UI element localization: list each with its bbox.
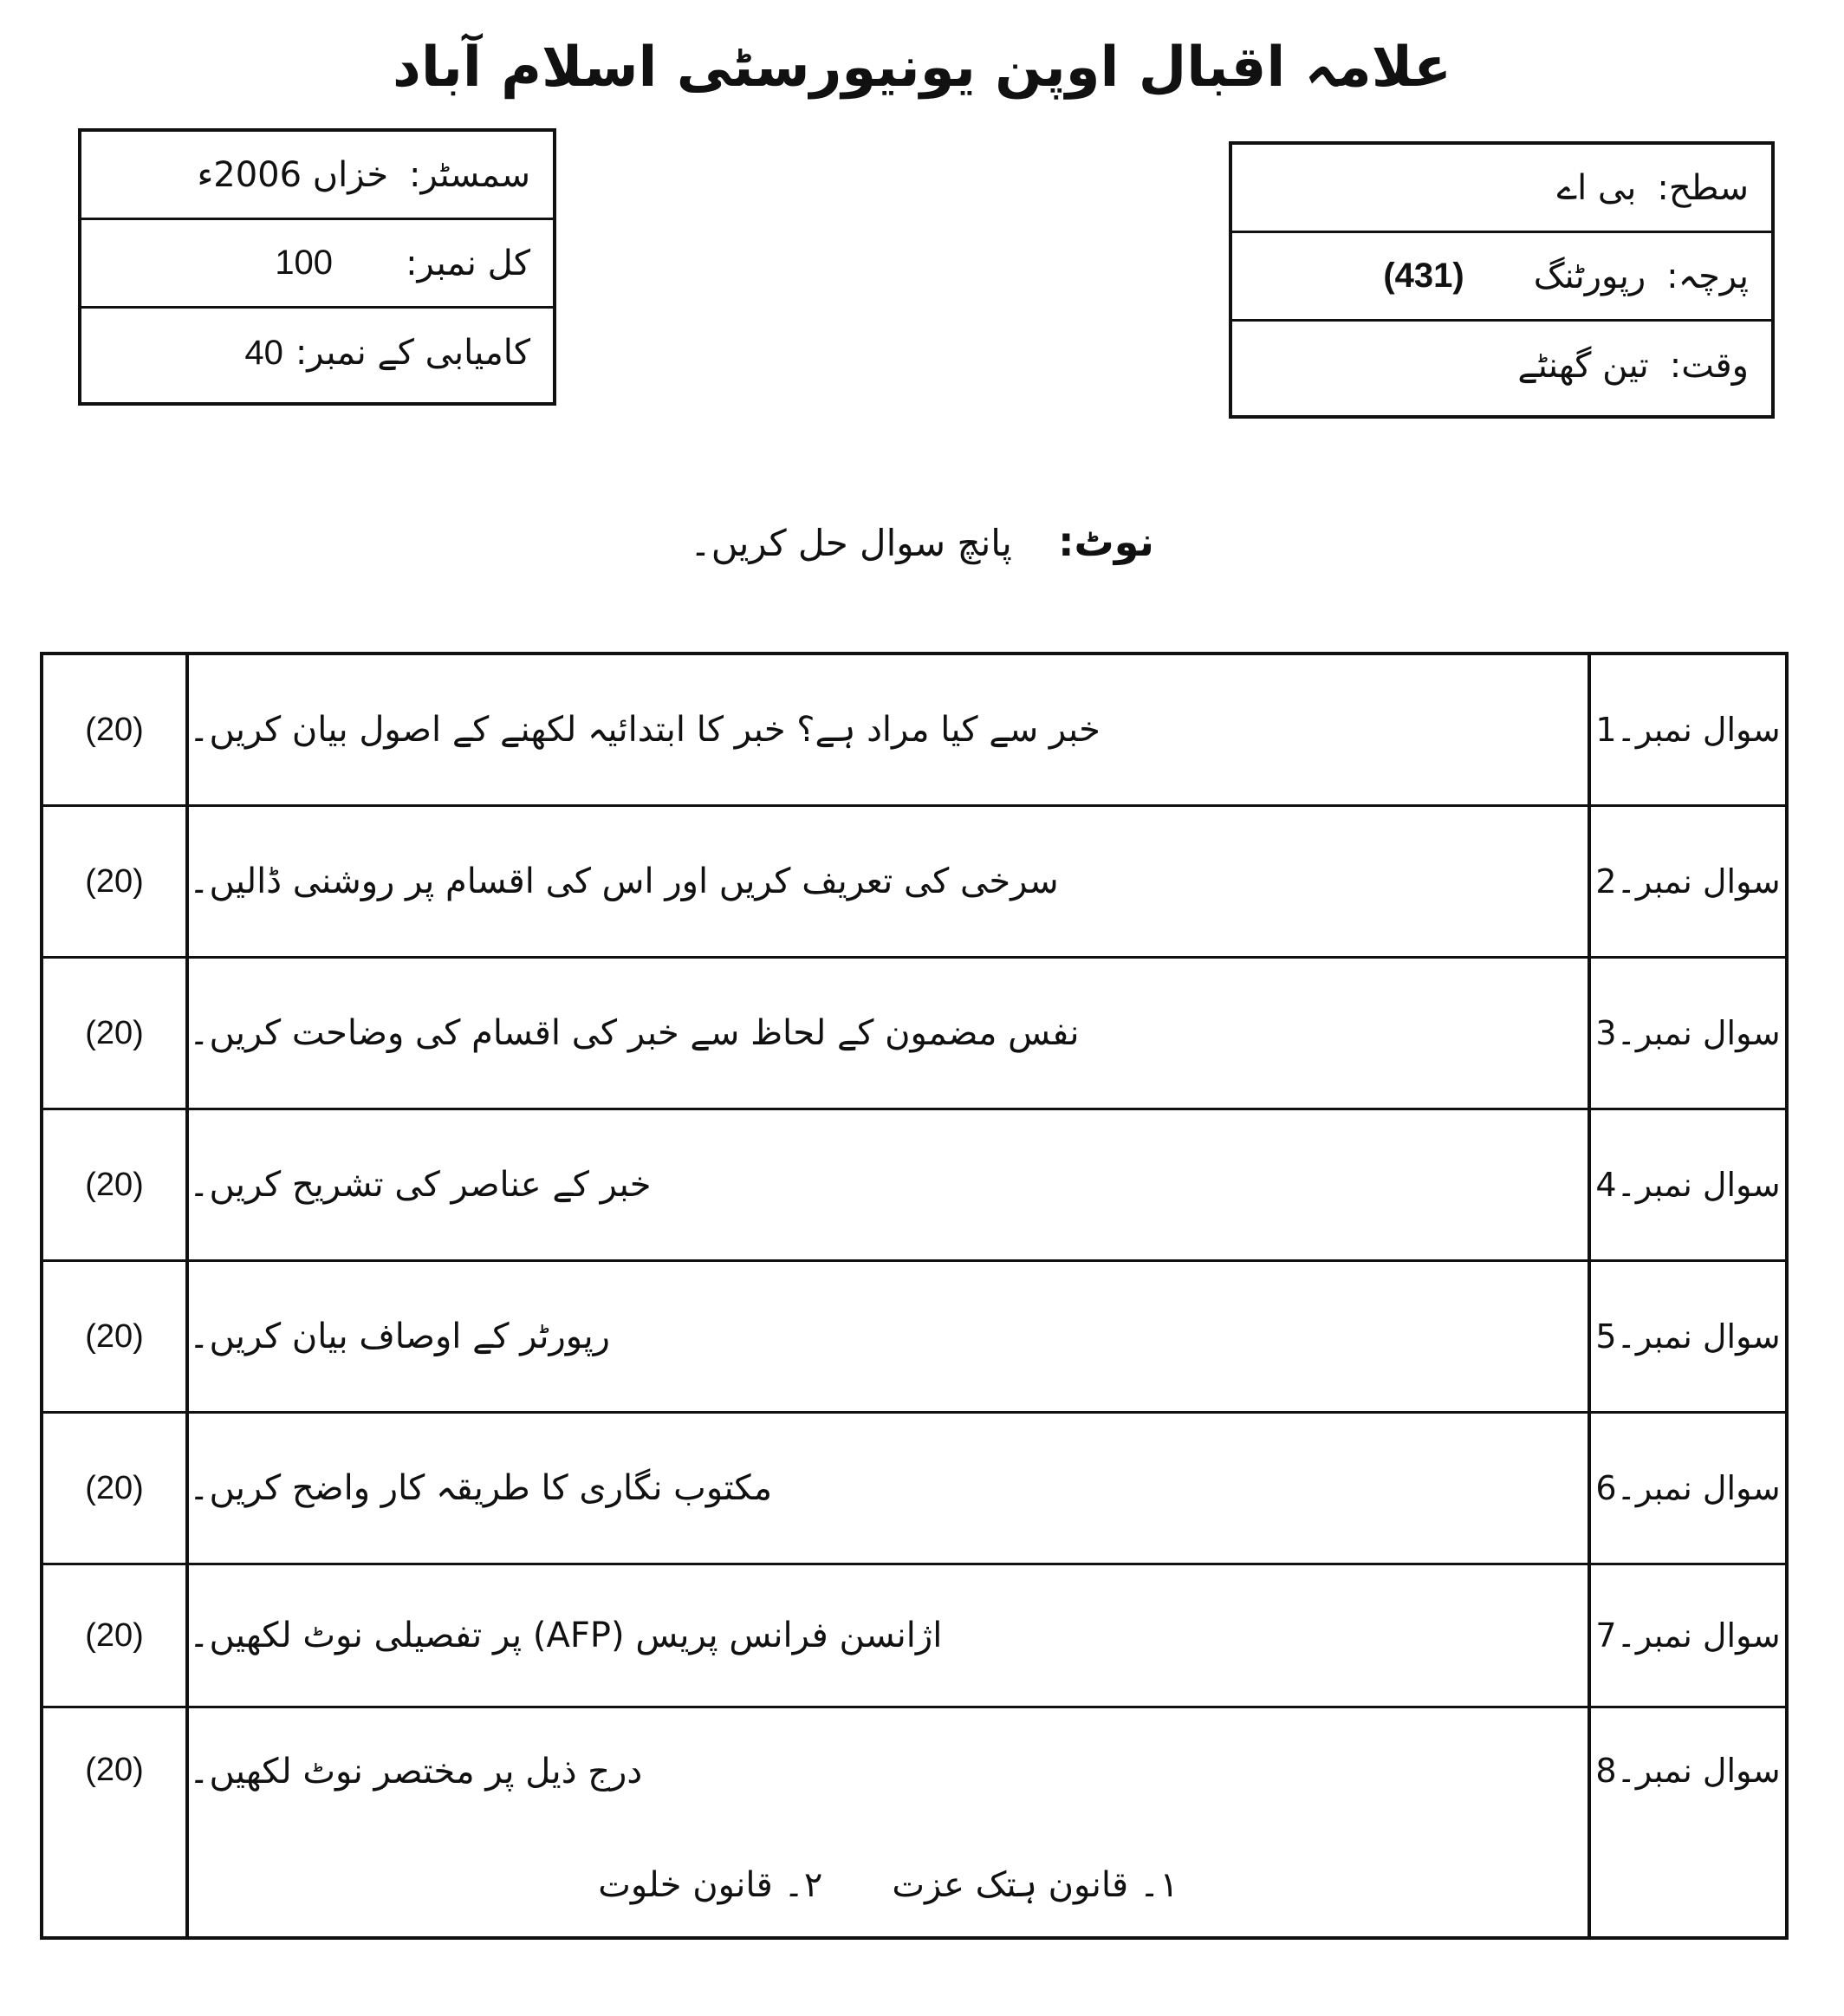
question-number: سوال نمبر۔5 [1588, 1262, 1785, 1411]
question-marks: (20) [43, 1414, 189, 1563]
question-row-8 [43, 1708, 1785, 1936]
subitem: ۱۔ قانون ہتک عزت [892, 1865, 1178, 1905]
question-row-4 [43, 1110, 1785, 1262]
question-marks: (20) [43, 1262, 189, 1411]
semester-row [81, 132, 553, 220]
note-text: پانچ سوال حل کریں۔ [690, 522, 1012, 564]
pass-marks-row [81, 309, 553, 397]
time-value: تین گھنٹے [1517, 346, 1649, 386]
question-text: مکتوب نگاری کا طریقہ کار واضح کریں۔ [189, 1468, 773, 1508]
instruction-note [0, 518, 1844, 565]
question-marks: (20) [43, 959, 189, 1108]
question-row-6 [43, 1414, 1785, 1565]
paper-code: (431) [1383, 257, 1464, 295]
level-value: بی اے [1556, 167, 1637, 208]
time-label: وقت: [1669, 346, 1749, 386]
total-marks-row [81, 220, 553, 309]
level-row [1232, 145, 1771, 233]
question-subitems [189, 1865, 1588, 1905]
question-number: سوال نمبر۔4 [1588, 1110, 1785, 1259]
question-text: خبر سے کیا مراد ہے؟ خبر کا ابتدائیہ لکھنے کے اصول بیان کریں۔ [189, 710, 1101, 750]
level-label: سطح: [1657, 167, 1749, 208]
question-marks: (20) [43, 1110, 189, 1259]
course-info-box [1229, 141, 1775, 419]
pass-marks-value: 40 [244, 333, 283, 372]
question-number: سوال نمبر۔6 [1588, 1414, 1785, 1563]
question-number: سوال نمبر۔8 [1588, 1708, 1785, 1936]
question-number: سوال نمبر۔1 [1588, 655, 1785, 804]
question-text: رپورٹر کے اوصاف بیان کریں۔ [189, 1317, 610, 1356]
university-title: علامہ اقبال اوپن یونیورسٹی اسلام آباد [392, 36, 1452, 100]
question-number: سوال نمبر۔2 [1588, 807, 1785, 956]
question-marks: (20) [43, 807, 189, 956]
question-marks: (20) [43, 655, 189, 804]
total-marks-label: کل نمبر: [406, 243, 530, 283]
question-row-5 [43, 1262, 1785, 1414]
question-marks: (20) [43, 1708, 189, 1936]
exam-info-box [78, 128, 556, 406]
question-text: خبر کے عناصر کی تشریح کریں۔ [189, 1165, 652, 1205]
question-text: سرخی کی تعریف کریں اور اس کی اقسام پر روشنی ڈالیں۔ [189, 862, 1059, 901]
paper-value: رپورٹنگ [1533, 256, 1646, 296]
total-marks-value: 100 [275, 244, 334, 282]
semester-label: سمسٹر: [409, 154, 530, 195]
question-number: سوال نمبر۔7 [1588, 1565, 1785, 1706]
note-label: نوٹ: [1058, 518, 1154, 565]
question-marks: (20) [43, 1565, 189, 1706]
question-text: نفس مضمون کے لحاظ سے خبر کی اقسام کی وضاحت کریں۔ [189, 1013, 1080, 1053]
paper-row [1232, 233, 1771, 322]
question-row-1 [43, 655, 1785, 807]
question-text: اژانسن فرانس پریس (AFP) پر تفصیلی نوٹ لکھیں۔ [189, 1616, 943, 1655]
question-row-3 [43, 959, 1785, 1110]
pass-marks-label: کامیابی کے نمبر: [295, 333, 530, 373]
time-row [1232, 322, 1771, 410]
questions-table [40, 652, 1789, 1940]
question-number: سوال نمبر۔3 [1588, 959, 1785, 1108]
semester-value: خزاں 2006ء [197, 154, 389, 195]
question-row-7 [43, 1565, 1785, 1708]
question-row-2 [43, 807, 1785, 959]
paper-label: پرچہ: [1666, 256, 1749, 296]
subitem: ۲۔ قانون خلوت [598, 1865, 823, 1905]
question-text: درج ذیل پر مختصر نوٹ لکھیں۔ [189, 1752, 643, 1792]
